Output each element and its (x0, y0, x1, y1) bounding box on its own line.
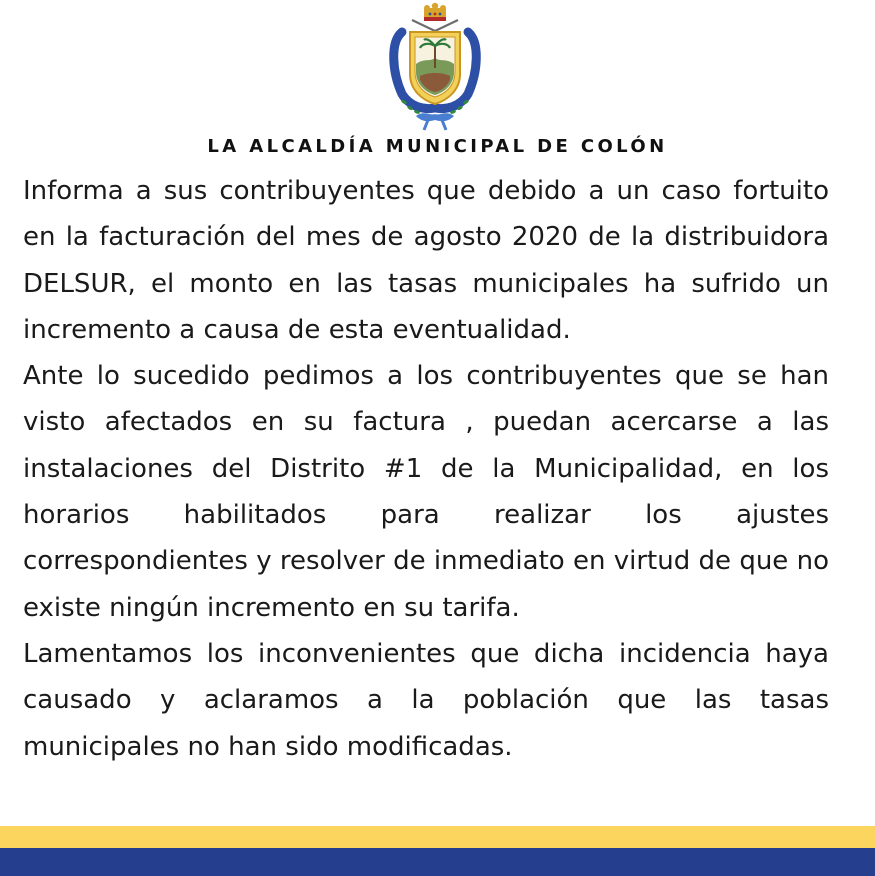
footer-stripe-yellow (0, 826, 875, 848)
notice-paragraph: Lamentamos los inconvenientes que dicha incidencia haya causado y aclaramos a la población que las tasas municipales no han sido modificadas. (23, 638, 829, 762)
notice-paragraph: Ante lo sucedido pedimos a los contribuyentes que se han visto afectados en su factura , puedan acercarse a las instalaciones del Distrito #1 de la Municipalidad, en los horarios habilitados para realizar los ajustes correspondientes y resolver de inmediato en virtud de que no existe ningún incremento en su tarifa. (23, 361, 829, 623)
notice-paragraph: Informa a sus contribuyentes que debido a un caso fortuito en la facturación del mes de agosto 2020 de la distribuidora DELSUR, el monto en las tasas municipales ha sufrido un incremento a causa de esta eventualidad. (23, 176, 829, 345)
notice-body (23, 168, 829, 770)
page-title: LA ALCALDÍA MUNICIPAL DE COLÓN (207, 136, 668, 157)
footer-stripe-blue (0, 848, 875, 876)
crown-icon (424, 3, 446, 21)
municipal-coat-of-arms-icon (380, 2, 490, 132)
